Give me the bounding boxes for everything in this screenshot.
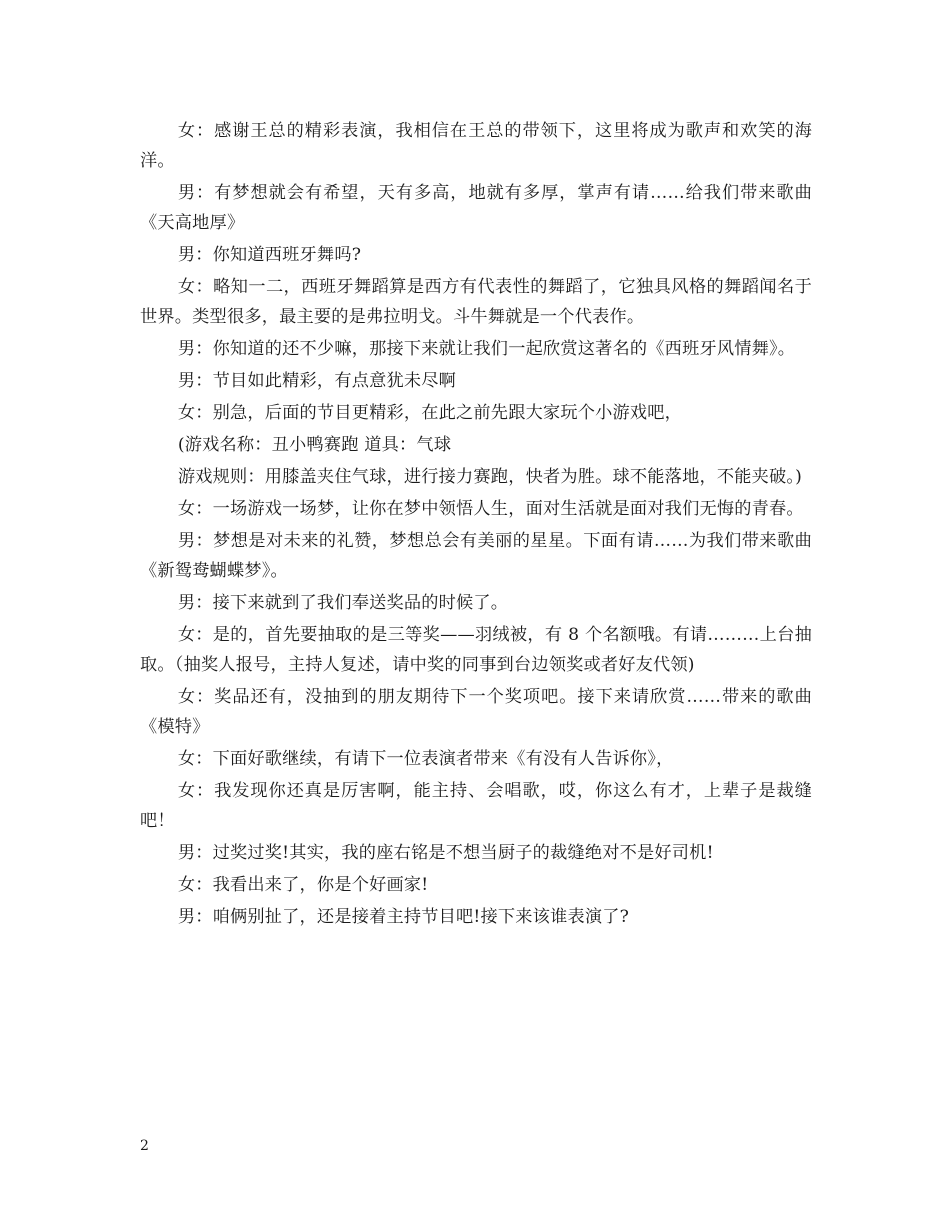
paragraph: 女：下面好歌继续，有请下一位表演者带来《有没有人告诉你》， (177, 749, 674, 769)
paragraph: 男：接下来就到了我们奉送奖品的时候了。 (177, 593, 509, 613)
paragraph: 女：是的，首先要抽取的是三等奖——羽绒被，有 8 个名额哦。有请………上台抽取。（抽奖人报号，主持人复述，请中奖的同事到台边领奖或者好友代领) (140, 625, 812, 675)
paragraph: 男：有梦想就会有希望，天有多高，地就有多厚，掌声有请……给我们带来歌曲《天高地厚》 (140, 183, 812, 233)
paragraph: 游戏规则：用膝盖夹住气球，进行接力赛跑，快者为胜。球不能落地，不能夹破。) (177, 467, 803, 487)
paragraph: 女：奖品还有，没抽到的朋友期待下一个奖项吧。接下来请欣赏……带来的歌曲《模特》 (140, 687, 812, 737)
paragraph: 女：一场游戏一场梦，让你在梦中领悟人生，面对生活就是面对我们无悔的青春。 (177, 499, 804, 519)
paragraph: 女：感谢王总的精彩表演，我相信在王总的带领下，这里将成为歌声和欢笑的海洋。 (140, 121, 812, 171)
page-number: 2 (140, 1138, 149, 1154)
paragraph: 女：别急，后面的节目更精彩，在此之前先跟大家玩个小游戏吧， (177, 403, 683, 423)
paragraph: 男：你知道的还不少嘛，那接下来就让我们一起欣赏这著名的《西班牙风情舞》。 (177, 339, 796, 359)
paragraph: 男：你知道西班牙舞吗? (177, 245, 362, 265)
script-body (140, 116, 812, 934)
paragraph: (游戏名称：丑小鸭赛跑 道具：气球 (177, 435, 452, 455)
paragraph: 男：过奖过奖!其实，我的座右铭是不想当厨子的裁缝绝对不是好司机! (177, 843, 714, 863)
paragraph: 男：节目如此精彩，有点意犹未尽啊 (177, 371, 457, 391)
paragraph: 男：梦想是对未来的礼赞，梦想总会有美丽的星星。下面有请……为我们带来歌曲《新鸳鸯蝴蝶梦》。 (140, 531, 812, 581)
paragraph: 女：略知一二，西班牙舞蹈算是西方有代表性的舞蹈了，它独具风格的舞蹈闻名于世界。类型很多，最主要的是弗拉明戈。斗牛舞就是一个代表作。 (140, 277, 812, 327)
paragraph: 男：咱俩别扯了，还是接着主持节目吧!接下来该谁表演了? (177, 907, 630, 927)
paragraph: 女：我发现你还真是厉害啊，能主持、会唱歌，哎，你这么有才，上辈子是裁缝吧！ (140, 781, 812, 831)
paragraph: 女：我看出来了，你是个好画家! (177, 875, 429, 895)
